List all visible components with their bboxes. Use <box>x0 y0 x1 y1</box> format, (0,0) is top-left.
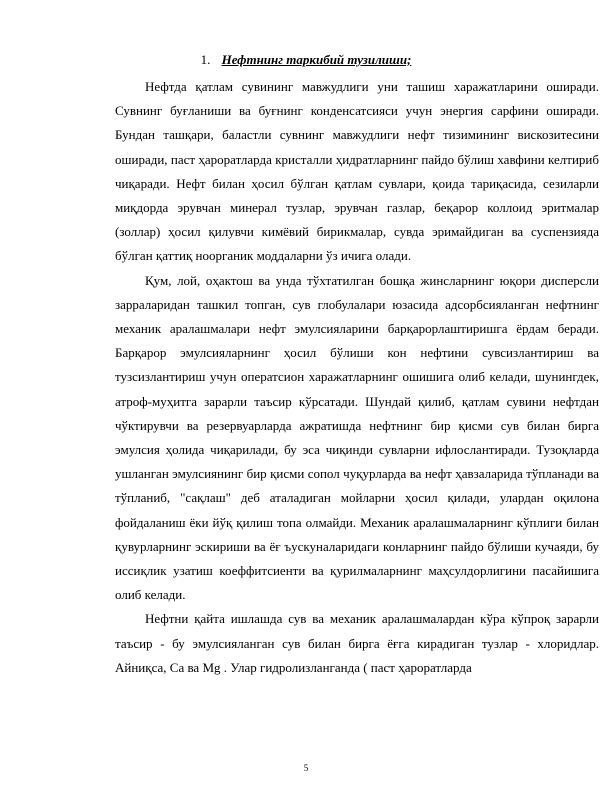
section-number: 1. <box>200 52 211 67</box>
page-number: 5 <box>303 763 309 773</box>
section-heading <box>0 50 612 70</box>
paragraph: Қум, лой, оҳактош ва унда тўхтатилган бошқа жинсларнинг юқори дисперсли зарраларидан ташкил топган, сув глобулалари юзасида адсорбсияланган нефтнинг механик аралашмалари нефт эмулсияларини барқарорлаштиришга ёрдам беради. Барқарор эмулсияларнинг ҳосил бўлиши кон нефтини сувсизлантириш ва тузсизлантириш учун оператсион харажатларнинг ошишига олиб келади, шунингдек, атроф-муҳитга зарарли таъсир кўрсатади. Шундай қилиб, қатлам сувини нефтдан чўктирувчи ва резервуарларда ажратишда нефтнинг бир қисми сув билан бирга эмулсия ҳолида чиқарилади, бу эса чиқинди сувларни ифлослантиради. Тузоқларда ушланган эмулсиянинг бир қисми сопол чуқурларда ва нефт ҳавзаларида тўпланади ва тўпланиб, "сақлаш" деб аталадиган мойларни ҳосил қилади, улардан оқилона фойдаланиш ёки йўқ қилиш топа олмайди. Механик аралашмаларнинг кўплиги билан қувурларнинг эскириши ва ёғ ъускуналаридаги конларнинг пайдо бўлиши кучаяди, бу иссиқлик узатиш коеффитсиенти ва қурилмаларнинг маҳсулдорлигини пасайишига олиб келади. <box>115 272 599 603</box>
body-text <box>115 75 599 680</box>
section-title: Нефтнинг таркибий тузилиши; <box>221 52 412 67</box>
paragraph: Нефтни қайта ишлашда сув ва механик аралашмалардан кўра кўпроқ зарарли таъсир - бу эмулсияланган сув билан бирга ёғга кирадиган тузлар - хлоридлар. Айниқса, Са ва Мg . Улар гидролизланганда ( паст ҳароратларда <box>115 611 599 675</box>
paragraph: Нефтда қатлам сувининг мавжудлиги уни ташиш харажатларини оширади. Сувнинг буғланиши ва буғнинг конденсатсияси учун энергия сарфини оширади. Бундан ташқари, баластли сувнинг мавжудлиги нефт тизимининг вискозитесини оширади, паст ҳароратларда кристалли ҳидратларнинг пайдо бўлиш хавфини келтириб чиқаради. Нефт билан ҳосил бўлган қатлам сувлари, қоида тариқасида, сезиларли миқдорда эрувчан минерал тузлар, эрувчан газлар, беқарор коллоид эритмалар (золлар) ҳосил қилувчи кимёвий бирикмалар, сувда эримайдиган ва суспензияда бўлган қаттиқ ноорганик моддаларни ўз ичига олади. <box>115 79 599 264</box>
